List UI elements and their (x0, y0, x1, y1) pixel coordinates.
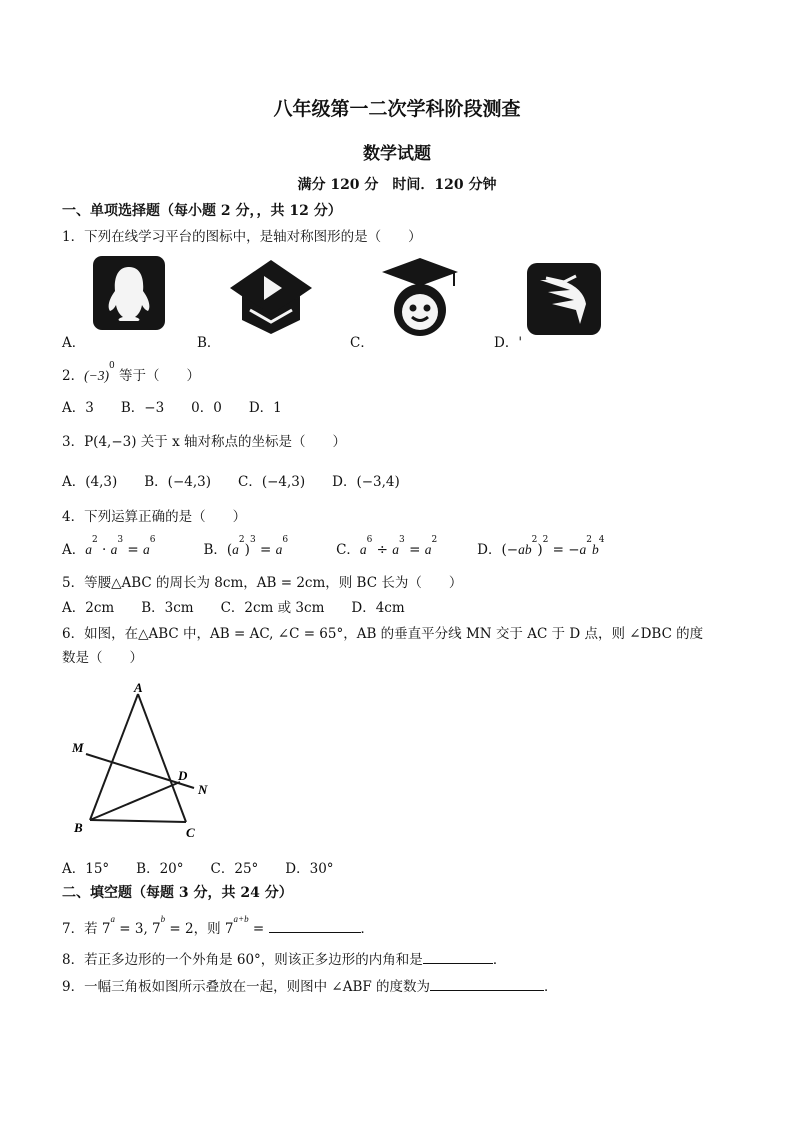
question-8: 8．若正多边形的一个外角是 60°，则该正多边形的内角和是 ． (62, 952, 507, 968)
question-7: 7．若 $7^a = 3$, $7^b = 2$，则 $7^{a+b}$ = ． (62, 914, 374, 937)
question-1: 1．下列在线学习平台的图标中，是轴对称图形的是（ ） (62, 229, 422, 245)
question-6: 6．如图，在△ABC 中，AB = AC, ∠C = 65°，AB 的垂直平分线 MN 交于 AC 于 D 点，则 ∠DBC 的度 (62, 626, 704, 642)
q3-options: A．(4,3) B．(−4,3) C．(−4,3) D．(−3,4) (62, 474, 400, 490)
q1-option-d: D．' (494, 335, 523, 351)
question-2: 2．$(-3)^0$ 等于（ ） (62, 361, 200, 384)
question-4: 4．下列运算正确的是（ ） (62, 509, 247, 525)
graduate-face-icon (380, 256, 460, 346)
label-a: A (134, 680, 143, 695)
question-3: 3．P(4,−3) 关于 x 轴对称点的坐标是（ ） (62, 434, 346, 450)
question-5: 5．等腰△ABC 的周长为 8cm，AB = 2cm，则 BC 长为（ ） (62, 575, 463, 591)
exam-info: 满分 120 分 时间．120 分钟 (297, 177, 497, 193)
exam-subtitle: 数学试题 (363, 144, 431, 164)
q2-options: A．3 B．−3 0．0 D．1 (62, 400, 282, 416)
triangle-figure (70, 680, 220, 849)
label-b: B (74, 820, 83, 835)
q2-exponent: 0 (108, 361, 115, 371)
q1-option-c: C． (350, 335, 374, 351)
play-cap-icon (228, 258, 314, 340)
section-1-heading: 一、单项选择题（每小题 2 分，，共 12 分） (62, 203, 342, 219)
label-c: C (186, 825, 195, 840)
q1-option-a: A． (62, 335, 86, 351)
question-6-cont: 数是（ ） (62, 650, 143, 666)
wing-icon (526, 262, 602, 340)
q1-option-b: B． (197, 335, 221, 351)
label-n: N (198, 782, 208, 797)
q2-base: (−3) (84, 368, 109, 383)
q2-text: 等于（ ） (114, 368, 200, 384)
q6-options: A．15° B．20° C．25° D．30° (62, 861, 334, 877)
qq-penguin-icon (92, 255, 166, 335)
q5-options: A．2cm B．3cm C．2cm 或 3cm D．4cm (62, 600, 405, 616)
q4-options: A．$a^2 \cdot a^3 = a^6B$．$(a^2)^3 = a^6C$．$a^6 \div a^3 = a^2D$．$(-ab^2)^2 = -a^2b^4$ (62, 535, 605, 558)
label-m: M (72, 740, 84, 755)
label-d: D (178, 768, 188, 783)
question-9: 9．一幅三角板如图所示叠放在一起，则图中 ∠ABF 的度数为 ． (62, 979, 558, 995)
exam-title: 八年级第一二次学科阶段测查 (273, 98, 521, 120)
section-2-heading: 二、填空题（每题 3 分，共 24 分） (62, 885, 293, 901)
